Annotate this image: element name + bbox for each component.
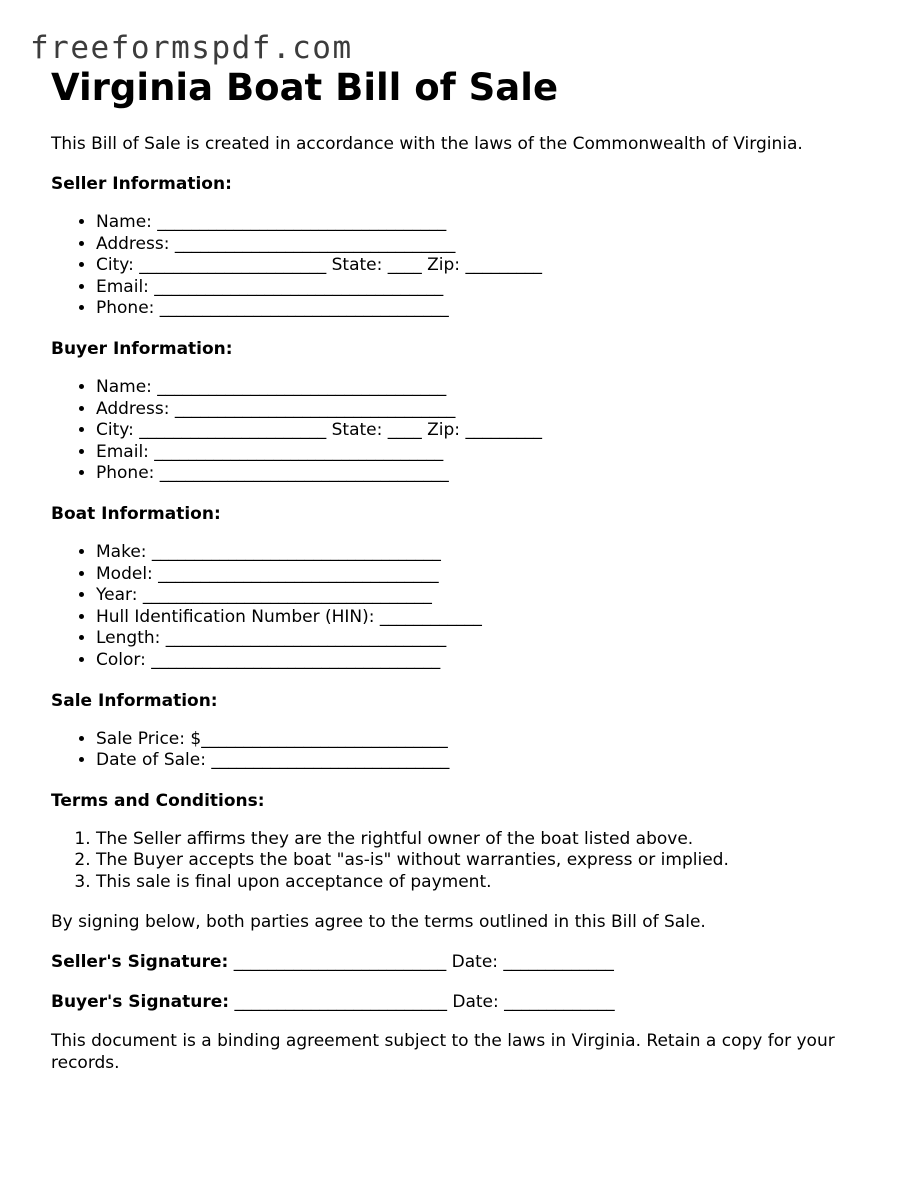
boat-model-field[interactable]: • Model: _________________________________ xyxy=(96,564,881,586)
seller-signature-blanks[interactable]: _________________________ Date: _____________ xyxy=(228,952,614,973)
agreement-paragraph: By signing below, both parties agree to the terms outlined in this Bill of Sale. xyxy=(51,912,706,933)
buyer-field-list xyxy=(51,377,881,485)
buyer-email-field[interactable]: • Email: __________________________________ xyxy=(96,442,881,464)
boat-year-field[interactable]: • Year: __________________________________ xyxy=(96,585,881,607)
seller-phone-field[interactable]: • Phone: __________________________________ xyxy=(96,298,881,320)
closing-paragraph: This document is a binding agreement subject to the laws in Virginia. Retain a copy for your records. xyxy=(51,1031,835,1074)
seller-field-list xyxy=(51,212,881,320)
seller-heading: Seller Information: xyxy=(51,174,232,194)
document-title: Virginia Boat Bill of Sale xyxy=(51,66,559,109)
sale-field-list xyxy=(51,729,881,772)
boat-hin-field[interactable]: • Hull Identification Number (HIN): ____________ xyxy=(96,607,881,629)
terms-item: 1. The Seller affirms they are the rightful owner of the boat listed above. xyxy=(96,829,881,851)
buyer-signature-blanks[interactable]: _________________________ Date: _____________ xyxy=(229,992,615,1013)
seller-signature-label: Seller's Signature: xyxy=(51,952,229,973)
terms-item: 2. The Buyer accepts the boat "as-is" without warranties, express or implied. xyxy=(96,850,881,872)
sale-date-field[interactable]: • Date of Sale: ____________________________ xyxy=(96,750,881,772)
boat-field-list xyxy=(51,542,881,672)
watermark: freeformspdf.com xyxy=(30,30,353,66)
buyer-signature-label: Buyer's Signature: xyxy=(51,992,230,1013)
buyer-heading: Buyer Information: xyxy=(51,338,233,359)
buyer-name-field[interactable]: • Name: __________________________________ xyxy=(96,377,881,399)
sale-price-field[interactable]: • Sale Price: $_____________________________ xyxy=(96,729,881,751)
seller-signature-line[interactable] xyxy=(51,951,881,973)
seller-name-field[interactable]: • Name: __________________________________ xyxy=(96,212,881,234)
seller-address-field[interactable]: • Address: _________________________________ xyxy=(96,234,881,256)
buyer-phone-field[interactable]: • Phone: __________________________________ xyxy=(96,463,881,485)
intro-paragraph: This Bill of Sale is created in accordance with the laws of the Commonwealth of Virginia. xyxy=(51,134,803,154)
document-page xyxy=(51,64,881,1074)
terms-item: 3. This sale is final upon acceptance of payment. xyxy=(96,872,881,894)
buyer-city-state-zip-field[interactable]: • City: ______________________ State: ____ Zip: _________ xyxy=(96,420,881,442)
sale-heading: Sale Information: xyxy=(51,690,218,711)
terms-heading: Terms and Conditions: xyxy=(51,790,265,811)
boat-color-field[interactable]: • Color: __________________________________ xyxy=(96,650,881,672)
boat-make-field[interactable]: • Make: __________________________________ xyxy=(96,542,881,564)
seller-email-field[interactable]: • Email: __________________________________ xyxy=(96,277,881,299)
terms-list xyxy=(51,829,881,894)
buyer-signature-line[interactable] xyxy=(51,991,881,1013)
boat-heading: Boat Information: xyxy=(51,503,221,524)
seller-city-state-zip-field[interactable]: • City: ______________________ State: ____ Zip: _________ xyxy=(96,255,881,277)
buyer-address-field[interactable]: • Address: _________________________________ xyxy=(96,399,881,421)
boat-length-field[interactable]: • Length: _________________________________ xyxy=(96,628,881,650)
